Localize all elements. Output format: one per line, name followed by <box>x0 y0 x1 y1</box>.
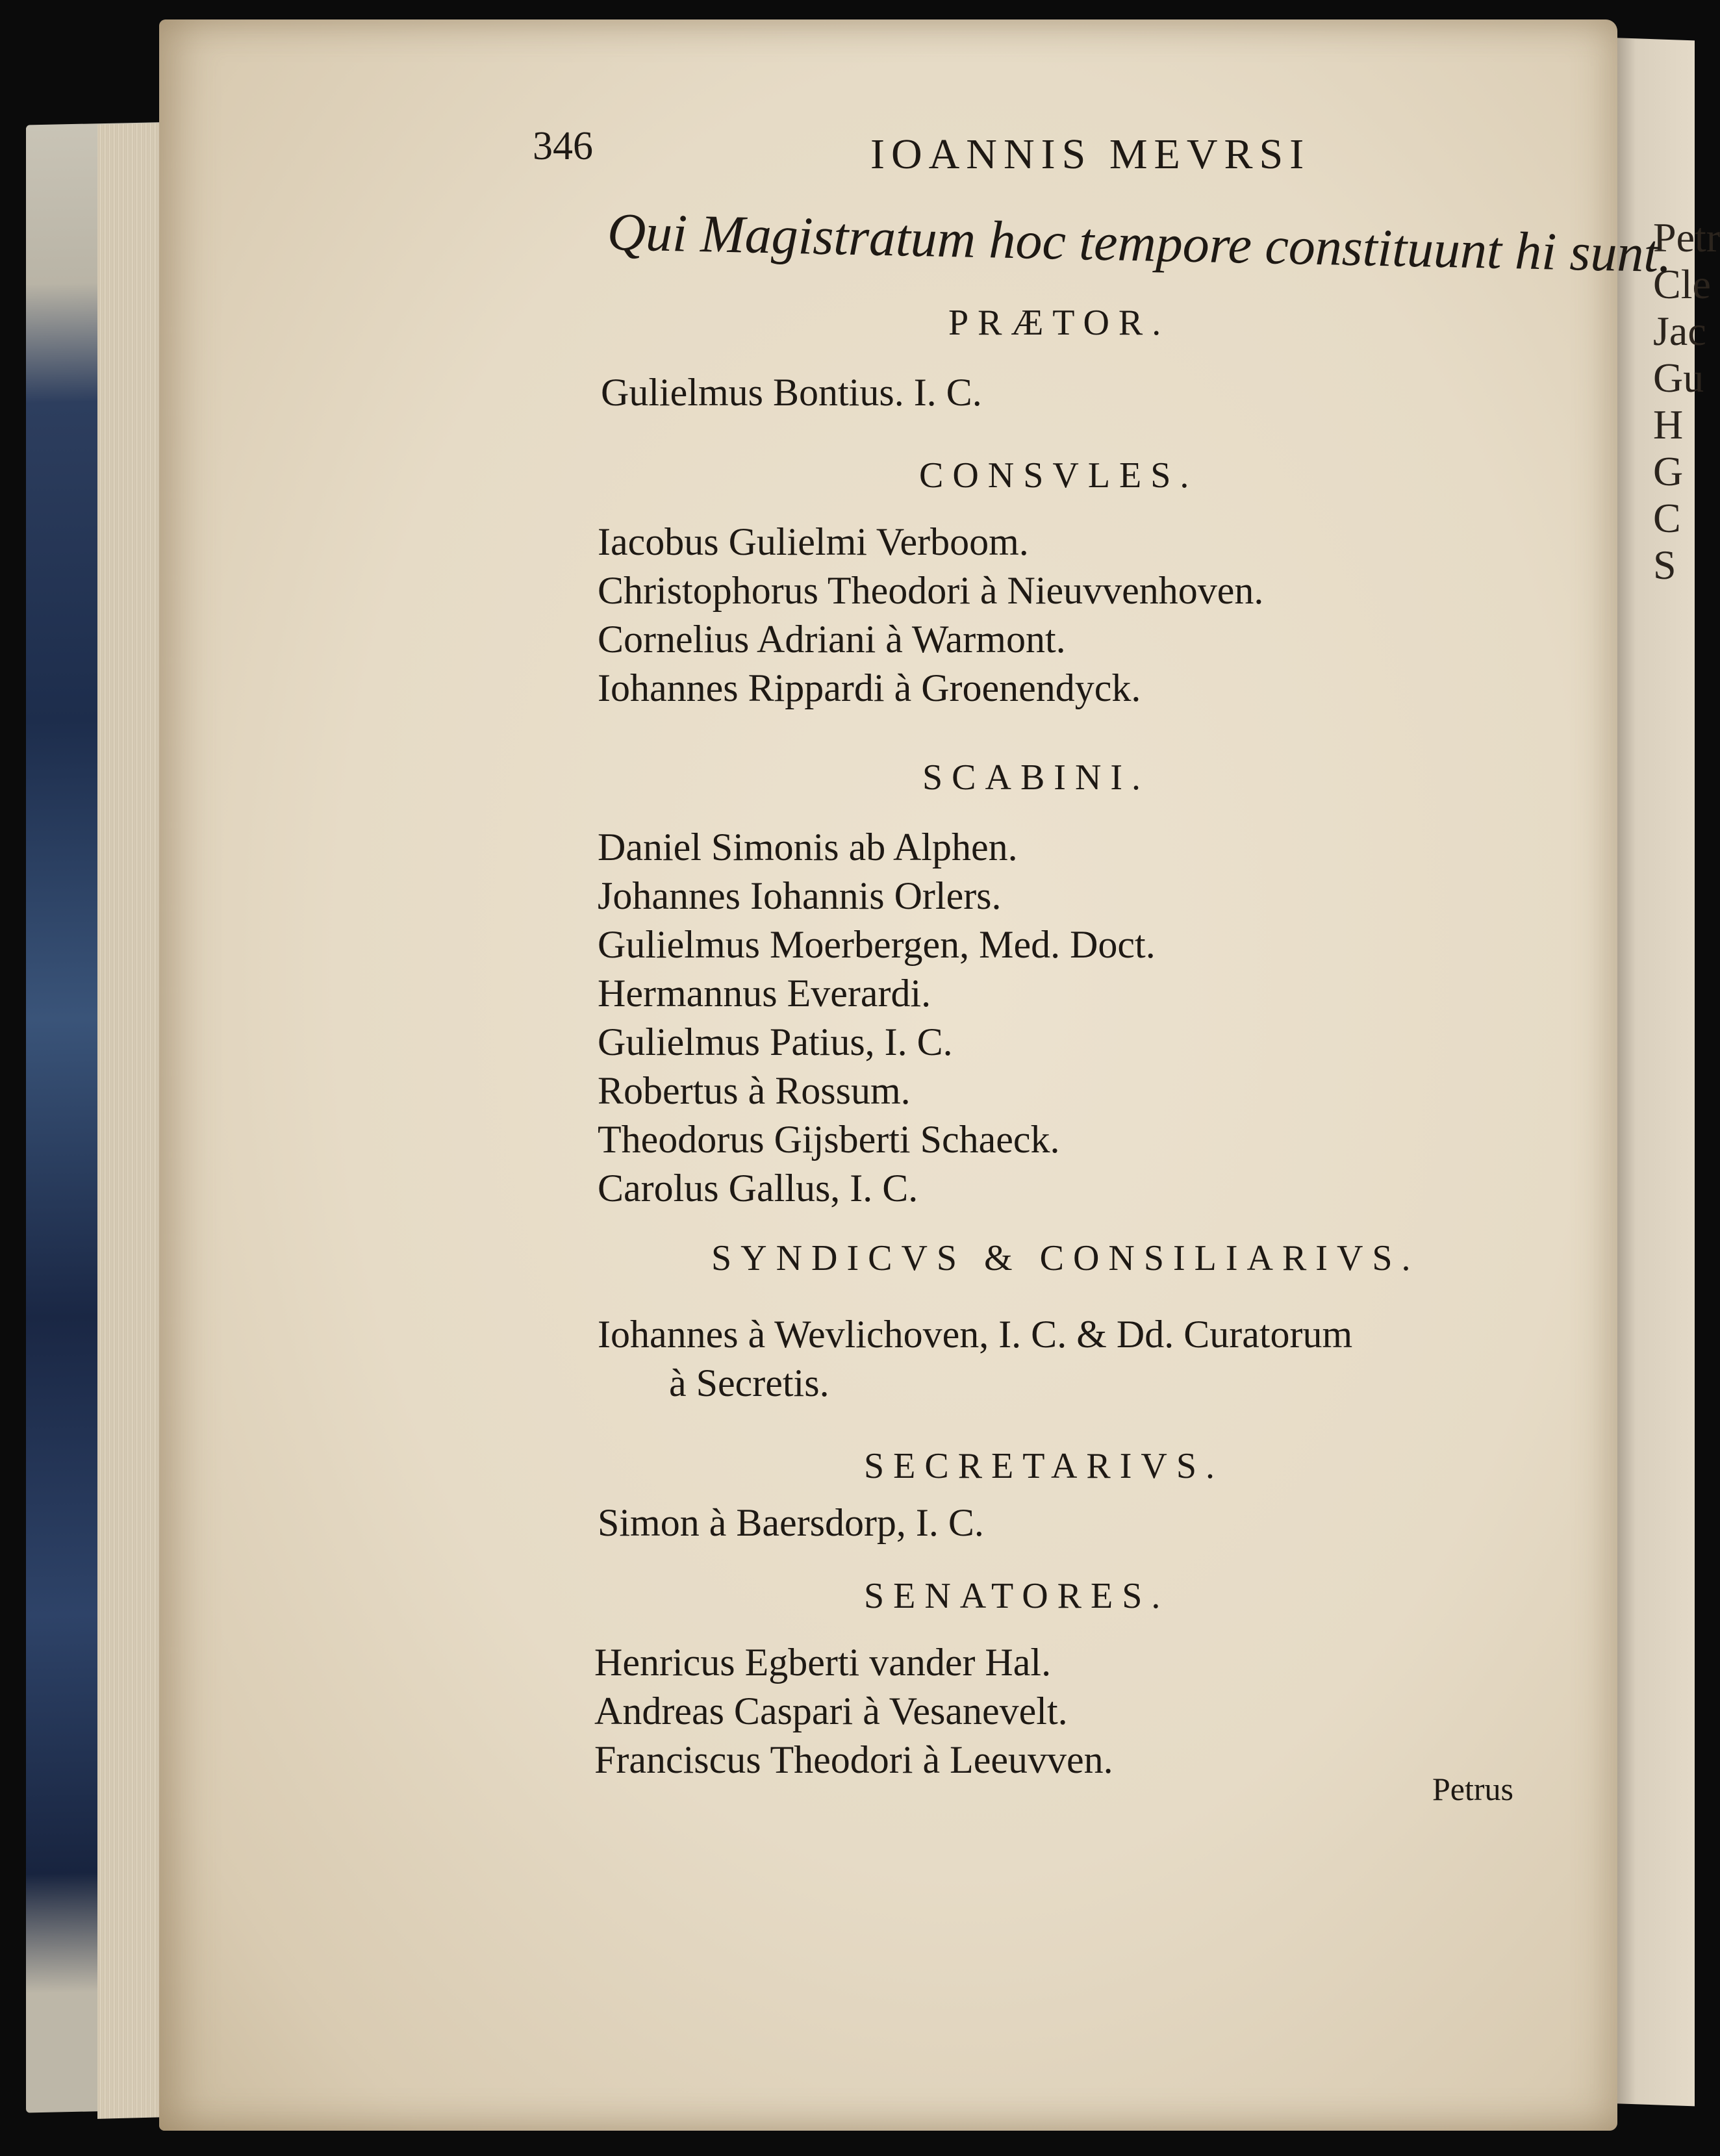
section-heading-senatores: SENATORES. <box>864 1576 1170 1616</box>
section-heading-praetor: PRÆTOR. <box>948 303 1170 343</box>
entry: Gulielmus Bontius. I. C. <box>601 371 982 414</box>
page-number: 346 <box>533 124 593 168</box>
facing-line: S <box>1653 542 1676 588</box>
facing-line: G <box>1653 448 1684 494</box>
entry: Iohannes Rippardi à Groenendyck. <box>598 666 1141 709</box>
entry: Christophorus Theodori à Nieuvvenhoven. <box>598 569 1264 612</box>
entry: Iohannes à Wevlichoven, I. C. & Dd. Curatorum <box>598 1313 1353 1356</box>
entry-continuation: à Secretis. <box>669 1362 829 1404</box>
entry: Theodorus Gijsberti Schaeck. <box>598 1118 1060 1161</box>
section-heading-scabini: SCABINI. <box>922 757 1150 798</box>
entry: Cornelius Adriani à Warmont. <box>598 618 1066 661</box>
entry: Robertus à Rossum. <box>598 1069 911 1112</box>
subheading: Qui Magistratum hoc tempore constituunt hi sunt. <box>607 202 1673 284</box>
facing-line: Cle <box>1653 261 1711 307</box>
entry: Gulielmus Patius, I. C. <box>598 1021 953 1063</box>
section-heading-syndicus: SYNDICVS & CONSILIARIVS. <box>711 1238 1420 1278</box>
section-heading-consules: CONSVLES. <box>919 455 1198 496</box>
facing-line: Gu <box>1653 355 1704 401</box>
entry: Johannes Iohannis Orlers. <box>598 874 1002 917</box>
entry: Daniel Simonis ab Alphen. <box>598 826 1018 869</box>
facing-line: Petr <box>1653 214 1720 260</box>
entry: Iacobus Gulielmi Verboom. <box>598 520 1029 563</box>
entry: Henricus Egberti vander Hal. <box>594 1641 1052 1684</box>
entry: Carolus Gallus, I. C. <box>598 1167 918 1210</box>
facing-line: H <box>1653 401 1684 448</box>
entry: Simon à Baersdorp, I. C. <box>598 1501 984 1544</box>
facing-line: Jac <box>1653 308 1706 354</box>
catchword: Petrus <box>1432 1771 1513 1807</box>
facing-line: C <box>1653 495 1681 541</box>
section-heading-secretarius: SECRETARIVS. <box>864 1446 1224 1486</box>
entry: Andreas Caspari à Vesanevelt. <box>594 1690 1068 1732</box>
entry: Gulielmus Moerbergen, Med. Doct. <box>598 923 1156 966</box>
entry: Hermannus Everardi. <box>598 972 931 1015</box>
running-head: IOANNIS MEVRSI <box>870 131 1311 178</box>
entry: Franciscus Theodori à Leeuvven. <box>594 1738 1113 1781</box>
